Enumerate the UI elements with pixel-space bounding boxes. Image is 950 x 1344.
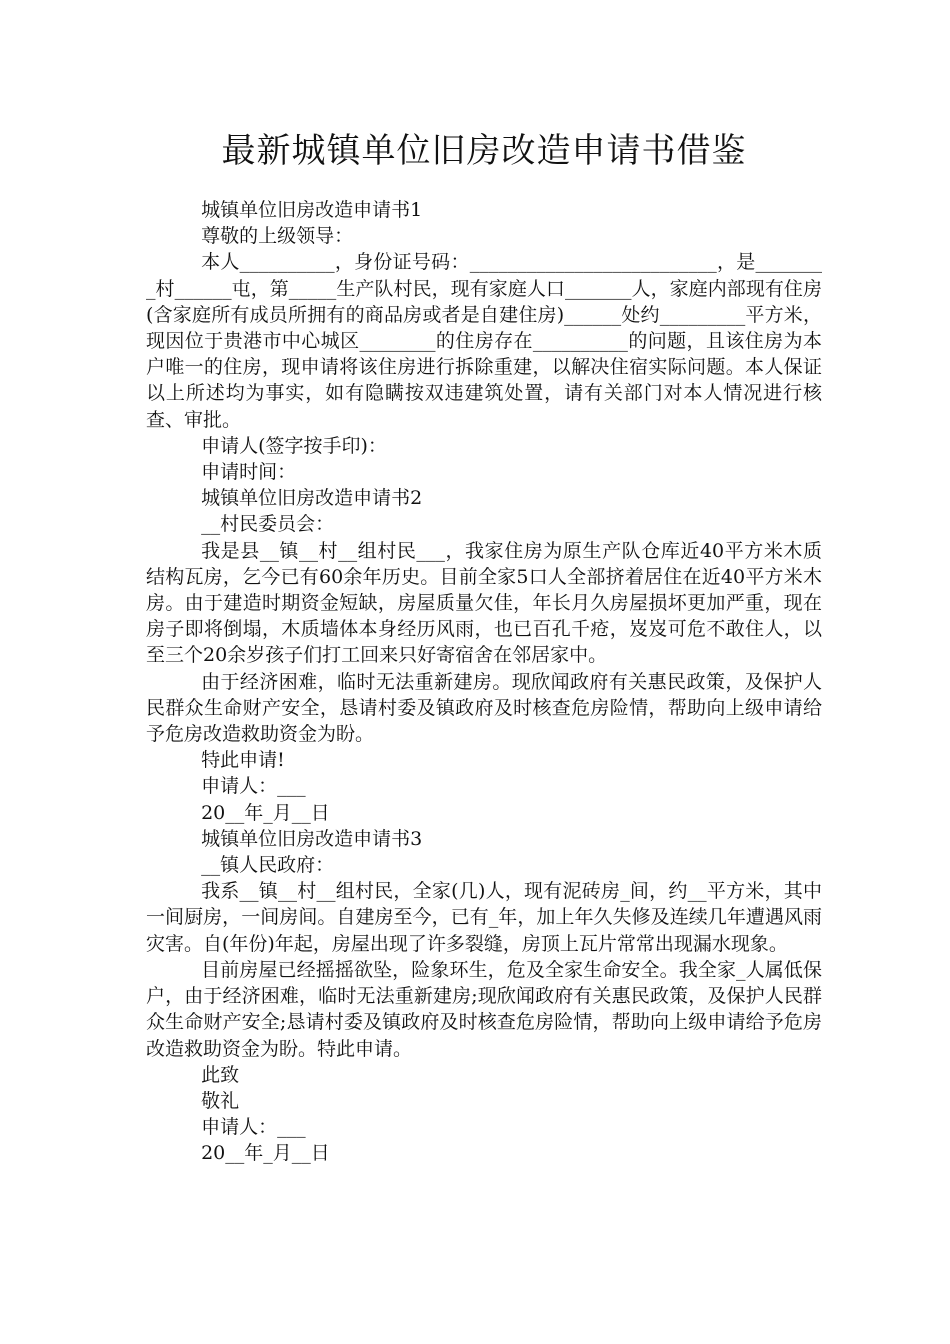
salutation-3: __镇人民政府： bbox=[201, 854, 335, 877]
document-page bbox=[146, 130, 822, 1167]
closing-2: 特此申请! bbox=[201, 749, 285, 772]
section-heading-1: 城镇单位旧房改造申请书1 bbox=[201, 199, 423, 221]
applicant-2: 申请人：___ bbox=[201, 775, 306, 798]
section-heading-2: 城镇单位旧房改造申请书2 bbox=[201, 487, 423, 510]
applicant-3: 申请人：___ bbox=[201, 1116, 306, 1139]
document-title: 最新城镇单位旧房改造申请书借鉴 bbox=[221, 131, 747, 171]
body-paragraph-2a: 我是县__镇__村__组村民___，我家住房为原生产队仓库近40平方米木质结构瓦房，乞今已有60余年历史。目前全家5口人全部挤着居住在近40平方米木房。由于建造时期资金短缺，房屋质量欠佳，年长月久房屋损坏更加严重，现在房子即将倒塌，木质墙体本身经历风雨，也已百孔千疮，岌岌可危不敢住人，以至三个20余岁孩子们打工回来只好寄宿舍在邻居家中。 bbox=[146, 539, 822, 667]
closing-3a: 此致 bbox=[201, 1063, 240, 1086]
body-paragraph-2b: 由于经济困难，临时无法重新建房。现欣闻政府有关惠民政策，及保护人民群众生命财产安全，恳请村委及镇政府及时核查危房险情，帮助向上级申请给予危房改造救助资金为盼。 bbox=[146, 670, 822, 746]
date-3: 20__年_月__日 bbox=[201, 1142, 330, 1165]
body-paragraph-3a: 我系__镇__村__组村民，全家(几)人，现有泥砖房_间，约__平方米，其中一间厨房，一间房间。自建房至今，已有_年，加上年久失修及连续几年遭遇风雨灾害。自(年份)年起，房屋出现了许多裂缝，房顶上瓦片常常出现漏水现象。 bbox=[146, 880, 822, 955]
applicant-signature-1: 申请人(签字按手印)： bbox=[201, 434, 387, 457]
salutation-2: __村民委员会： bbox=[201, 513, 335, 536]
date-2: 20__年_月__日 bbox=[201, 801, 330, 824]
section-heading-3: 城镇单位旧房改造申请书3 bbox=[201, 827, 423, 850]
closing-3b: 敬礼 bbox=[201, 1089, 240, 1112]
body-paragraph-1: 本人__________，身份证号码：__________________________，是________村______屯，第_____生产队村民，现有家庭人口_______人，家庭内部现有住房(含家庭所有成员所拥有的商品房或者是自建住房)______处约_________平方米，现因位于贵港市中心城区________的住房存在__________的问题，且该住房为本户唯一的住房，现申请将该住房进行拆除重建，以解决住宿实际问题。本人保证以上所述均为事实，如有隐瞒按双违建筑处置，请有关部门对本人情况进行核查、审批。 bbox=[146, 251, 822, 431]
body-paragraph-3b: 目前房屋已经摇摇欲坠，险象环生，危及全家生命安全。我全家_人属低保户，由于经济困难，临时无法重新建房;现欣闻政府有关惠民政策，及保护人民群众生命财产安全;恳请村委及镇政府及时核查危房险情，帮助向上级申请给予危房改造救助资金为盼。特此申请。 bbox=[146, 958, 822, 1060]
application-date-1: 申请时间： bbox=[201, 461, 297, 484]
salutation-1: 尊敬的上级领导： bbox=[201, 225, 354, 248]
